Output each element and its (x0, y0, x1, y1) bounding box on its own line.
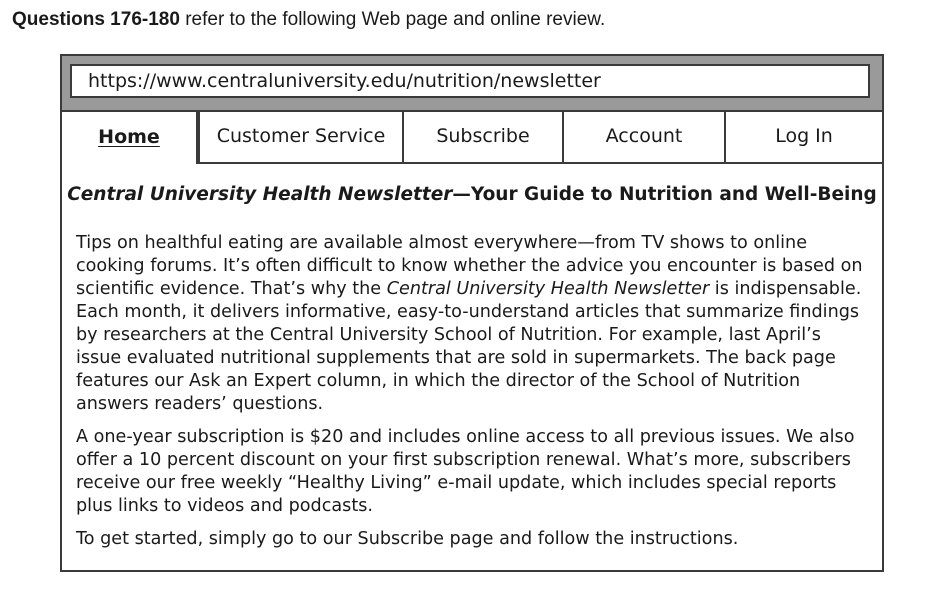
paragraph-intro-part-1: Tips on healthful eating are available almost everywhere—from TV shows to online cooking forums. It’s often difficult to know whether the advice you encounter is based on scientific evidence. That’s why the (76, 233, 863, 299)
question-intro (12, 8, 605, 32)
tab-log-in[interactable]: Log In (726, 110, 882, 164)
tab-customer-service[interactable]: Customer Service (198, 110, 404, 164)
tab-home[interactable]: Home (62, 110, 198, 164)
address-bar[interactable]: https://www.centraluniversity.edu/nutrition/newsletter (70, 64, 870, 98)
article-body (76, 232, 866, 561)
browser-window (60, 54, 884, 572)
question-range: Questions 176-180 (12, 9, 180, 30)
browser-toolbar (62, 56, 882, 112)
page-title-tagline: —Your Guide to Nutrition and Well-Being (452, 184, 877, 205)
tab-account[interactable]: Account (564, 110, 726, 164)
paragraph-intro (76, 232, 866, 416)
paragraph-get-started: To get started, simply go to our Subscribe page and follow the instructions. (76, 529, 739, 549)
paragraph-intro-newsletter-name: Central University Health Newsletter (386, 279, 710, 299)
paragraph-subscription: A one-year subscription is $20 and includes online access to all previous issues. We also offer a 10 percent discount on your first subscription renewal. What’s more, subscribers receive our free weekly “Healthy Living” e-mail update, which includes special reports plus links to videos and podcasts. (76, 427, 855, 516)
page-title (62, 184, 882, 205)
paragraph-intro-part-2: is indispensable. Each month, it delivers informative, easy-to-understand articles that summarize findings by researchers at the Central University School of Nutrition. For example, last April’s issue evaluated nutritional supplements that are sold in supermarkets. The back page features our Ask an Expert column, in which the director of the School of Nutrition answers readers’ questions. (76, 279, 862, 414)
newsletter-name: Central University Health Newsletter (67, 184, 453, 205)
site-nav (62, 110, 882, 164)
tab-subscribe[interactable]: Subscribe (404, 110, 564, 164)
question-intro-text: refer to the following Web page and online review. (179, 9, 606, 30)
